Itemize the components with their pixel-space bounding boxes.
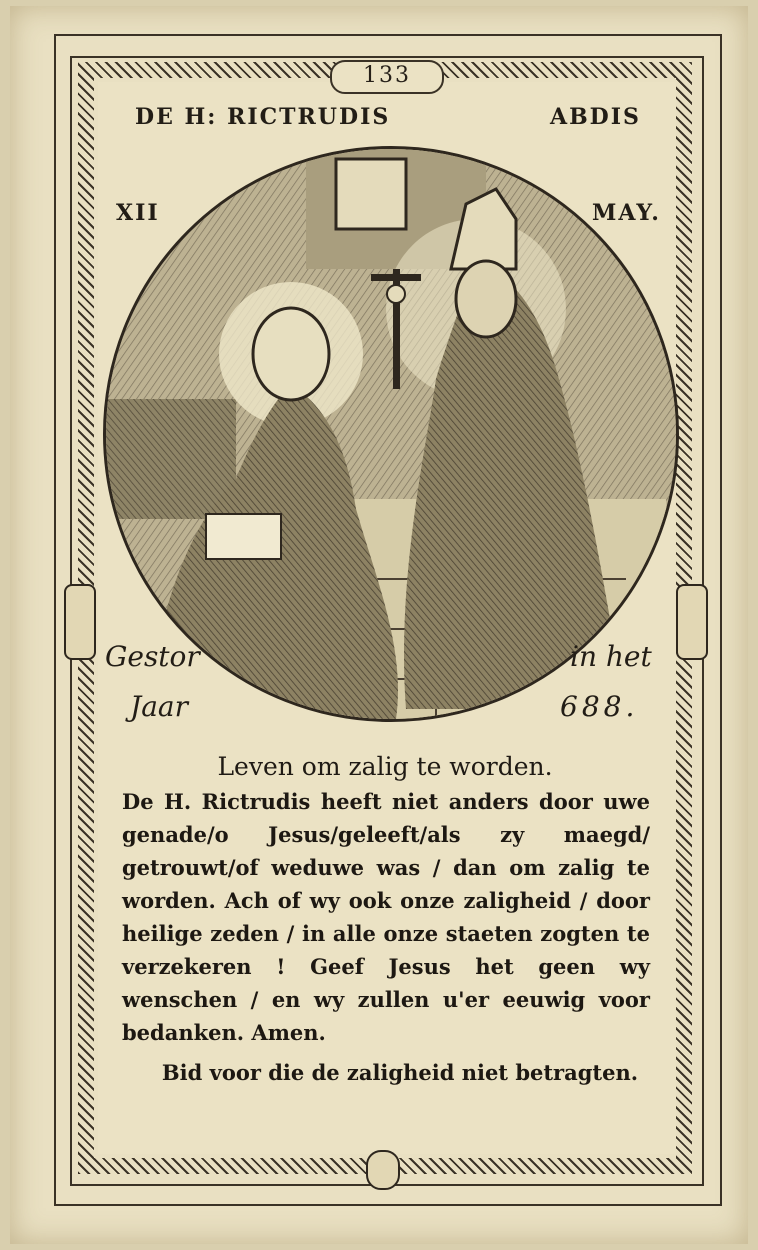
left-clasp-ornament xyxy=(64,584,96,660)
life-heading: Leven om zalig te worden. xyxy=(217,752,553,781)
page-number: 133 xyxy=(330,60,444,94)
death-note-left-2: Jaar xyxy=(130,690,188,723)
feast-month: MAY. xyxy=(592,200,661,226)
saint-title: DE H: RICTRUDIS xyxy=(135,104,391,130)
death-note-right-2: 688. xyxy=(560,690,639,723)
feast-day: XII xyxy=(116,200,160,226)
prayer-paragraph xyxy=(122,785,650,1049)
death-note-right-1: in het xyxy=(570,640,652,673)
closing-prayer: Bid voor die de zaligheid niet betragten. xyxy=(161,1060,639,1085)
engraving-medallion xyxy=(103,146,679,722)
right-clasp-ornament xyxy=(676,584,708,660)
prayer-text: De H. Rictrudis heeft niet anders door uwe genade/o Jesus/geleeft/als zy maegd/ getrouwt/of weduwe was / dan om zalig te worden. Ach of wy ook onze zaligheid / door heilige zeden / in alle onze staeten zogten te verzekeren ! Geef Jesus het geen wy wenschen / en wy zullen u'er eeuwig voor bedanken. Amen. xyxy=(122,789,650,1045)
death-note-left-1: Gestor xyxy=(105,640,200,673)
saint-role: ABDIS xyxy=(550,104,641,130)
bottom-clasp-ornament xyxy=(366,1150,400,1190)
engraving-illustration xyxy=(106,149,676,719)
